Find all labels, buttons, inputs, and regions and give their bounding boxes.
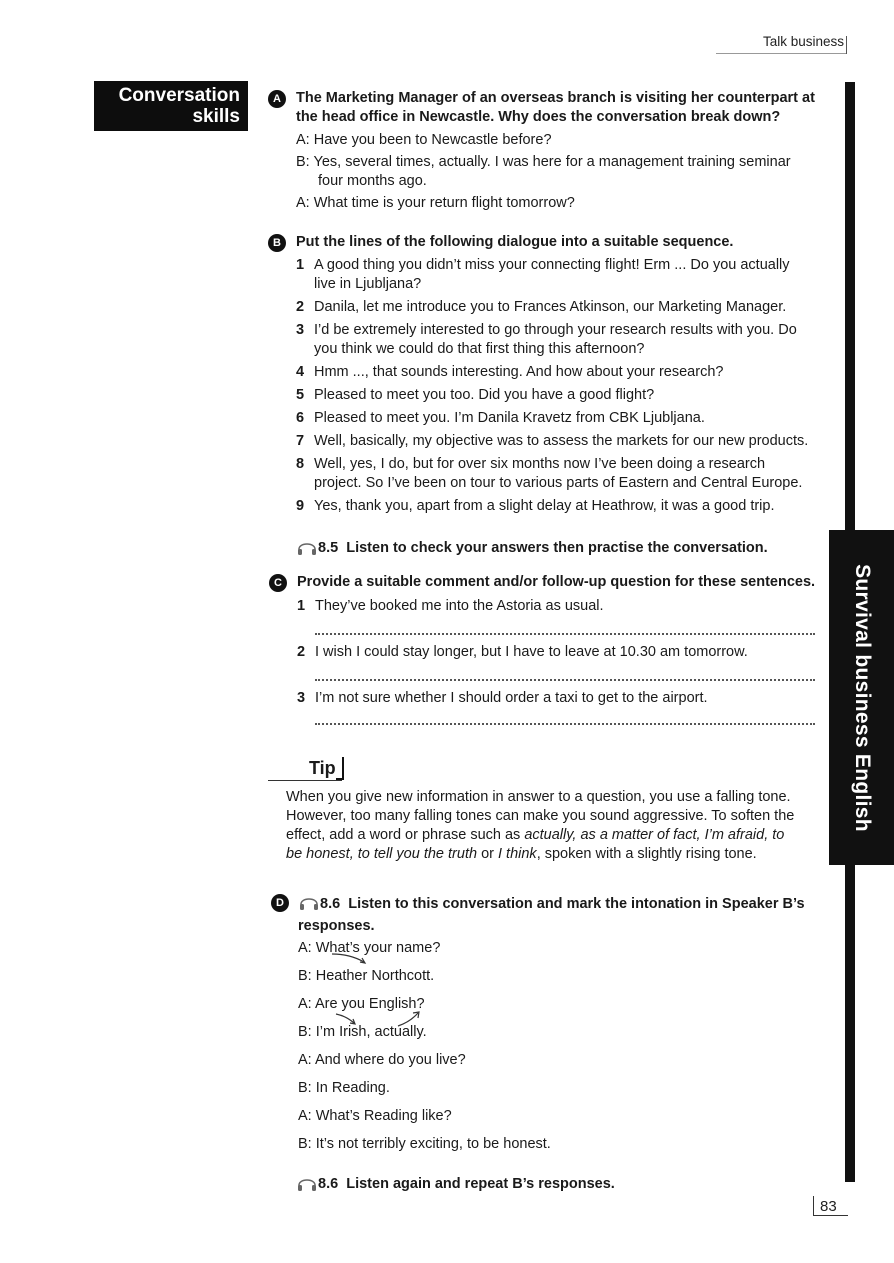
dialogue-text: Have you been to Newcastle before? — [313, 132, 552, 148]
speaker-label: B: — [298, 1080, 312, 1096]
falling-tone-mark — [334, 1012, 358, 1026]
audio-instruction: Listen to check your answers then practise the conversation. — [346, 539, 768, 556]
exercise-d-instruction — [298, 891, 818, 936]
list-item — [296, 256, 826, 294]
speaker-label: B: — [298, 968, 312, 984]
item-number: 8 — [296, 456, 305, 472]
side-tab — [829, 530, 894, 865]
audio-track-number: 8.5 — [318, 539, 339, 556]
item-number: 7 — [296, 433, 305, 449]
section-label — [94, 81, 248, 131]
dialogue-line — [296, 131, 826, 150]
list-item — [297, 643, 748, 662]
speaker-label: A: — [296, 132, 310, 148]
dialogue-text: What’s your name? — [315, 940, 441, 956]
headphones-icon — [296, 1172, 318, 1196]
tip-text: When you give new information in answer to a question, you use a falling tone. — [286, 789, 791, 805]
falling-tone-mark — [330, 952, 370, 966]
tip-rule — [268, 780, 342, 781]
speaker-label: B: — [298, 1024, 312, 1040]
tip-text — [286, 826, 816, 845]
item-number: 4 — [296, 364, 305, 380]
tip-text-part: , spoken with a slightly rising tone. — [536, 846, 757, 862]
instruction-text: responses. — [298, 918, 375, 934]
item-number: 6 — [296, 410, 305, 426]
list-item — [296, 432, 826, 451]
dialogue-line — [298, 1051, 698, 1079]
dialogue-line — [298, 1079, 698, 1107]
header-rule — [716, 53, 846, 54]
speaker-label: A: — [298, 940, 312, 956]
dialogue-text: In Reading. — [315, 1080, 390, 1096]
item-text: project. So I’ve been on tour to various parts of Eastern and Central Europe. — [314, 475, 803, 491]
item-text: Yes, thank you, apart from a slight delay at Heathrow, it was a good trip. — [314, 498, 775, 514]
tip-text: However, too many falling tones can make you sound aggressive. To soften the — [286, 808, 795, 824]
tip-bracket — [336, 757, 344, 780]
item-text: Pleased to meet you too. Did you have a good flight? — [314, 387, 655, 403]
item-number: 9 — [296, 498, 305, 514]
dialogue-text: Are you English? — [314, 996, 425, 1012]
item-text: Hmm ..., that sounds interesting. And how about your research? — [314, 364, 724, 380]
dialogue-text: I’m Irish, actually. — [315, 1024, 427, 1040]
list-item — [296, 409, 826, 428]
dialogue-text: Yes, several times, actually. I was here for a management training seminar — [313, 154, 791, 170]
exercise-d-audio — [296, 1172, 615, 1196]
instruction-text: Listen to this conversation and mark the intonation in Speaker B’s — [348, 895, 805, 912]
exercise-d-dialogue — [298, 939, 698, 1163]
exercise-b-badge: B — [268, 234, 286, 252]
list-item — [296, 455, 826, 493]
tip-example-phrases: be honest, to tell you the truth — [286, 846, 478, 862]
item-number: 1 — [296, 257, 305, 273]
dialogue-line — [298, 1135, 698, 1163]
speaker-label: A: — [298, 1108, 312, 1124]
item-number: 5 — [296, 387, 305, 403]
list-item — [296, 497, 826, 516]
rising-tone-mark — [396, 1010, 422, 1028]
section-label-line2: skills — [192, 106, 240, 127]
item-number: 1 — [297, 598, 306, 614]
answer-line[interactable] — [315, 723, 815, 725]
answer-line[interactable] — [315, 679, 815, 681]
dialogue-text: It’s not terribly exciting, to be honest. — [315, 1136, 551, 1152]
item-text: live in Ljubljana? — [314, 276, 422, 292]
tip-text — [286, 845, 816, 864]
exercise-a-instruction: The Marketing Manager of an overseas branch is visiting her counterpart at the head office in Newcastle. Why does the conversation break down? — [296, 90, 815, 125]
tip-text-part: or — [477, 846, 498, 862]
item-number: 3 — [296, 322, 305, 338]
dialogue-text: What’s Reading like? — [315, 1108, 452, 1124]
speaker-label: B: — [298, 1136, 312, 1152]
exercise-b-audio — [296, 536, 768, 560]
exercise-a-dialogue — [296, 131, 826, 213]
speaker-label: A: — [298, 1052, 312, 1068]
exercise-c-instruction: Provide a suitable comment and/or follow-up question for these sentences. — [297, 574, 816, 590]
dialogue-line: four months ago. — [318, 173, 427, 189]
speaker-label: B: — [296, 154, 310, 170]
list-item — [296, 386, 826, 405]
side-tab-label: Survival business English — [850, 563, 874, 832]
tip-text-part: effect, add a word or phrase such as — [286, 827, 525, 843]
audio-track-number: 8.6 — [318, 1175, 339, 1192]
list-item — [296, 363, 826, 382]
audio-track-number: 8.6 — [320, 895, 341, 912]
exercise-b-list — [296, 256, 826, 516]
dialogue-line — [296, 194, 826, 213]
exercise-c-badge: C — [269, 574, 287, 592]
dialogue-line — [296, 153, 826, 172]
section-label-line1: Conversation — [118, 85, 240, 106]
speaker-label: A: — [298, 996, 312, 1012]
dialogue-line — [298, 1023, 698, 1051]
list-item — [297, 597, 604, 616]
tip-example-phrases: actually, as a matter of fact, I’m afraid, to — [524, 827, 785, 843]
headphones-icon — [298, 891, 320, 917]
dialogue-line — [298, 1107, 698, 1135]
item-text: They’ve booked me into the Astoria as usual. — [315, 598, 604, 614]
list-item — [297, 689, 708, 708]
item-text: Well, yes, I do, but for over six months now I’ve been doing a research — [314, 456, 766, 472]
list-item — [296, 321, 826, 359]
dialogue-line — [298, 995, 698, 1023]
item-text: Danila, let me introduce you to Frances Atkinson, our Marketing Manager. — [314, 299, 787, 315]
running-header: Talk business — [762, 34, 844, 49]
item-text: A good thing you didn’t miss your connecting flight! Erm ... Do you actually — [314, 257, 790, 273]
headphones-icon — [296, 536, 318, 560]
answer-line[interactable] — [315, 633, 815, 635]
dialogue-line — [298, 967, 698, 995]
item-text: you think we could do that first thing this afternoon? — [314, 341, 645, 357]
audio-instruction: Listen again and repeat B’s responses. — [346, 1175, 615, 1192]
dialogue-text: Heather Northcott. — [315, 968, 435, 984]
page-number: 83 — [820, 1198, 837, 1215]
tip-body — [286, 788, 816, 864]
exercise-d-badge: D — [271, 894, 289, 912]
item-text: I’d be extremely interested to go through your research results with you. Do — [314, 322, 797, 338]
item-text: Pleased to meet you. I’m Danila Kravetz from CBK Ljubljana. — [314, 410, 705, 426]
item-text: Well, basically, my objective was to assess the markets for our new products. — [314, 433, 809, 449]
exercise-b-instruction: Put the lines of the following dialogue into a suitable sequence. — [296, 234, 734, 250]
dialogue-text: What time is your return flight tomorrow? — [313, 195, 575, 211]
item-number: 2 — [296, 299, 305, 315]
item-text: I wish I could stay longer, but I have to leave at 10.30 am tomorrow. — [315, 644, 748, 660]
tip-title: Tip — [309, 758, 336, 778]
header-bracket — [846, 36, 847, 54]
item-number: 3 — [297, 690, 306, 706]
item-text: I’m not sure whether I should order a taxi to get to the airport. — [315, 690, 708, 706]
dialogue-text: And where do you live? — [314, 1052, 466, 1068]
tip-example-phrases: I think — [498, 846, 537, 862]
speaker-label: A: — [296, 195, 310, 211]
item-number: 2 — [297, 644, 306, 660]
exercise-a-badge: A — [268, 90, 286, 108]
list-item — [296, 298, 826, 317]
